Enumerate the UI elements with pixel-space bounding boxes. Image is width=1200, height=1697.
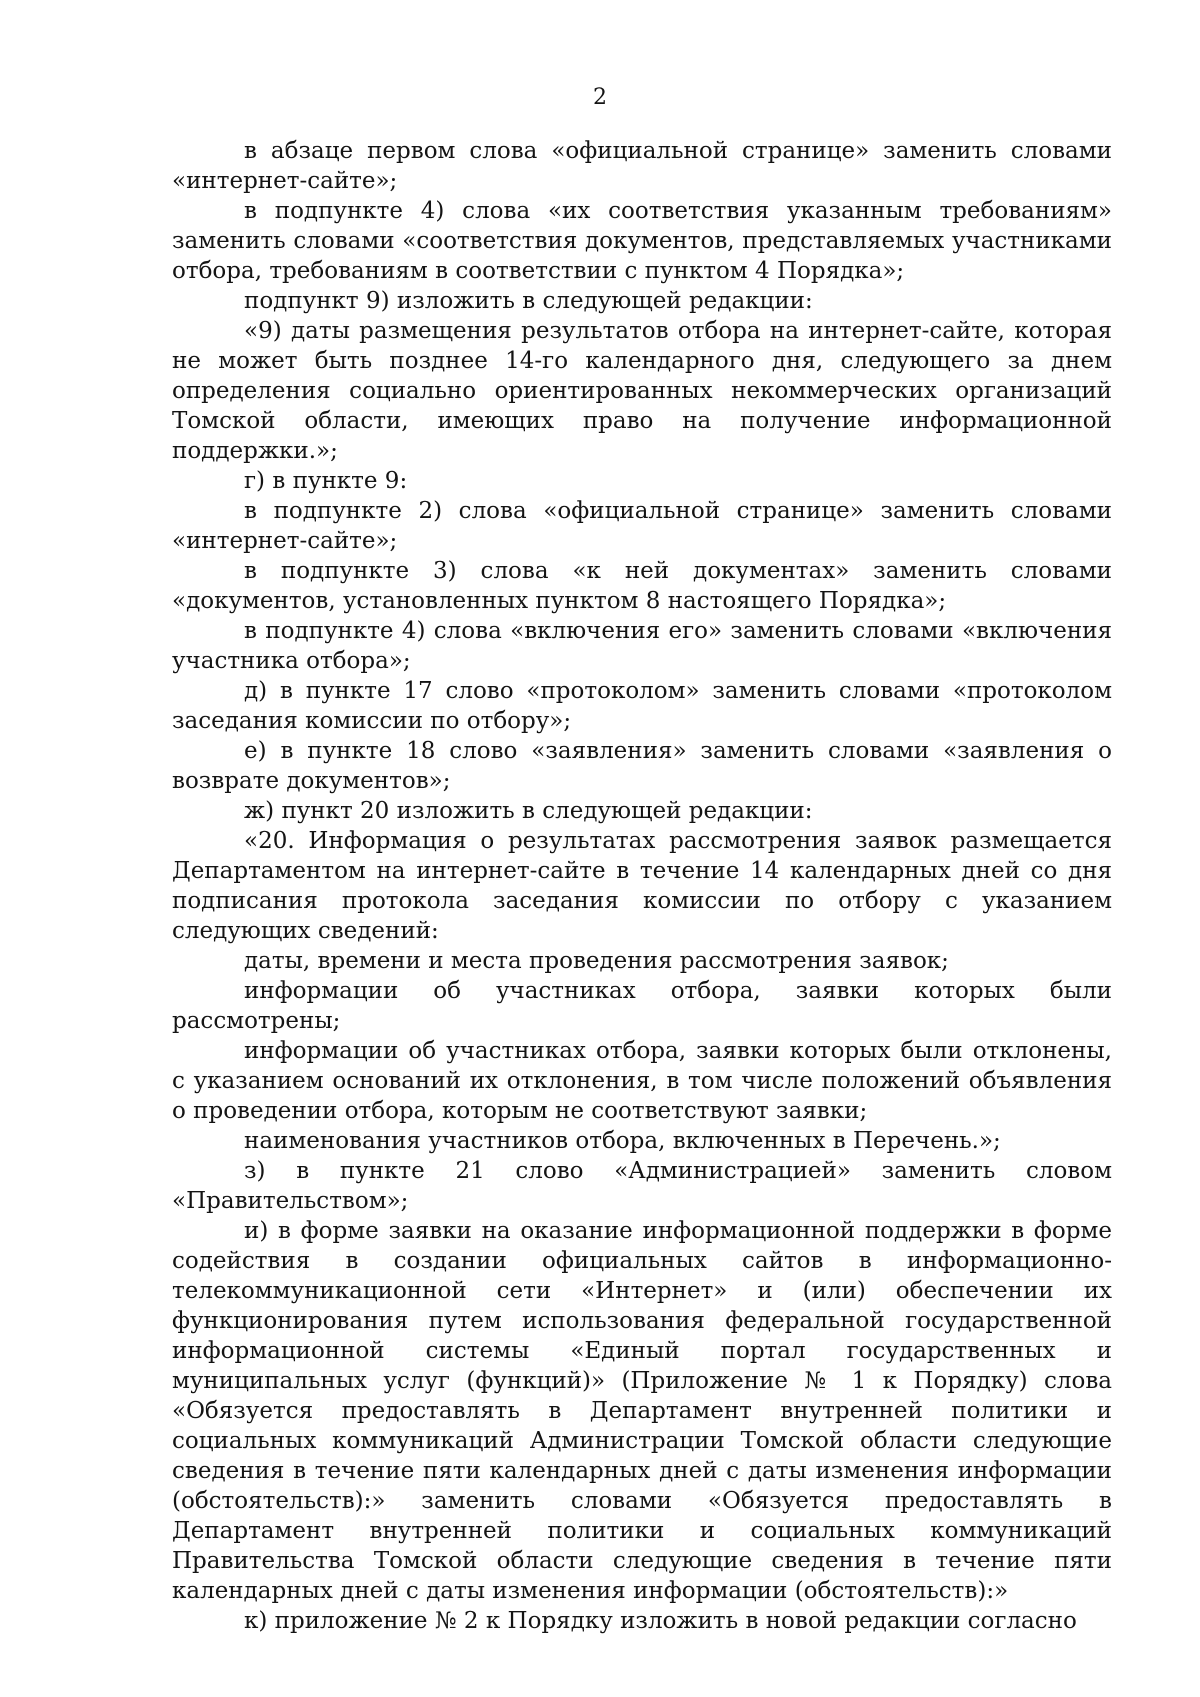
paragraph: и) в форме заявки на оказание информационной поддержки в форме содействия в создании официальных сайтов в информационно-телекоммуникационной сети «Интернет» и (или) обеспечении их функционирования путем использования федеральной государственной информационной системы «Единый портал государственных и муниципальных услуг (функций)» (Приложение № 1 к Порядку) слова «Обязуется предоставлять в Департамент внутренней политики и социальных коммуникаций Администрации Томской области следующие сведения в течение пяти календарных дней с даты изменения информации (обстоятельств):» заменить словами «Обязуется предоставлять в Департамент внутренней политики и социальных коммуникаций Правительства Томской области следующие сведения в течение пяти календарных дней с даты изменения информации (обстоятельств):» — [172, 1218, 1112, 1604]
paragraph: к) приложение № 2 к Порядку изложить в новой редакции согласно — [244, 1608, 1077, 1634]
paragraph: в подпункте 4) слова «их соответствия указанным требованиям» заменить словами «соответствия документов, представляемых участниками отбора, требованиям в соответствии с пунктом 4 Порядка»; — [172, 198, 1112, 284]
paragraph: д) в пункте 17 слово «протоколом» заменить словами «протоколом заседания комиссии по отбору»; — [172, 678, 1112, 734]
paragraph: подпункт 9) изложить в следующей редакции: — [244, 288, 813, 314]
paragraph: з) в пункте 21 слово «Администрацией» заменить словом «Правительством»; — [172, 1158, 1112, 1214]
paragraph: даты, времени и места проведения рассмотрения заявок; — [244, 948, 949, 974]
paragraph: информации об участниках отбора, заявки которых были отклонены, с указанием оснований их отклонения, в том числе положений объявления о проведении отбора, которым не соответствуют заявки; — [172, 1038, 1112, 1124]
paragraph: информации об участниках отбора, заявки которых были рассмотрены; — [172, 978, 1112, 1034]
paragraph: е) в пункте 18 слово «заявления» заменить словами «заявления о возврате документов»; — [172, 738, 1112, 794]
paragraph: г) в пункте 9: — [244, 468, 408, 494]
paragraph: наименования участников отбора, включенных в Перечень.»; — [244, 1128, 1001, 1154]
page-number: 2 — [593, 85, 607, 110]
paragraph: «9) даты размещения результатов отбора на интернет-сайте, которая не может быть позднее 14-го календарного дня, следующего за днем определения социально ориентированных некоммерческих организаций Томской области, имеющих право на получение информационной поддержки.»; — [172, 318, 1112, 464]
paragraph: в подпункте 2) слова «официальной странице» заменить словами «интернет-сайте»; — [172, 498, 1112, 554]
paragraph: «20. Информация о результатах рассмотрения заявок размещается Департаментом на интернет-сайте в течение 14 календарных дней со дня подписания протокола заседания комиссии по отбору с указанием следующих сведений: — [172, 828, 1112, 944]
paragraph: в подпункте 3) слова «к ней документах» заменить словами «документов, установленных пунктом 8 настоящего Порядка»; — [172, 558, 1112, 614]
paragraph: в подпункте 4) слова «включения его» заменить словами «включения участника отбора»; — [172, 618, 1112, 674]
paragraph: в абзаце первом слова «официальной странице» заменить словами «интернет-сайте»; — [172, 138, 1112, 194]
document-body — [172, 136, 1112, 1636]
paragraph: ж) пункт 20 изложить в следующей редакции: — [244, 798, 813, 824]
